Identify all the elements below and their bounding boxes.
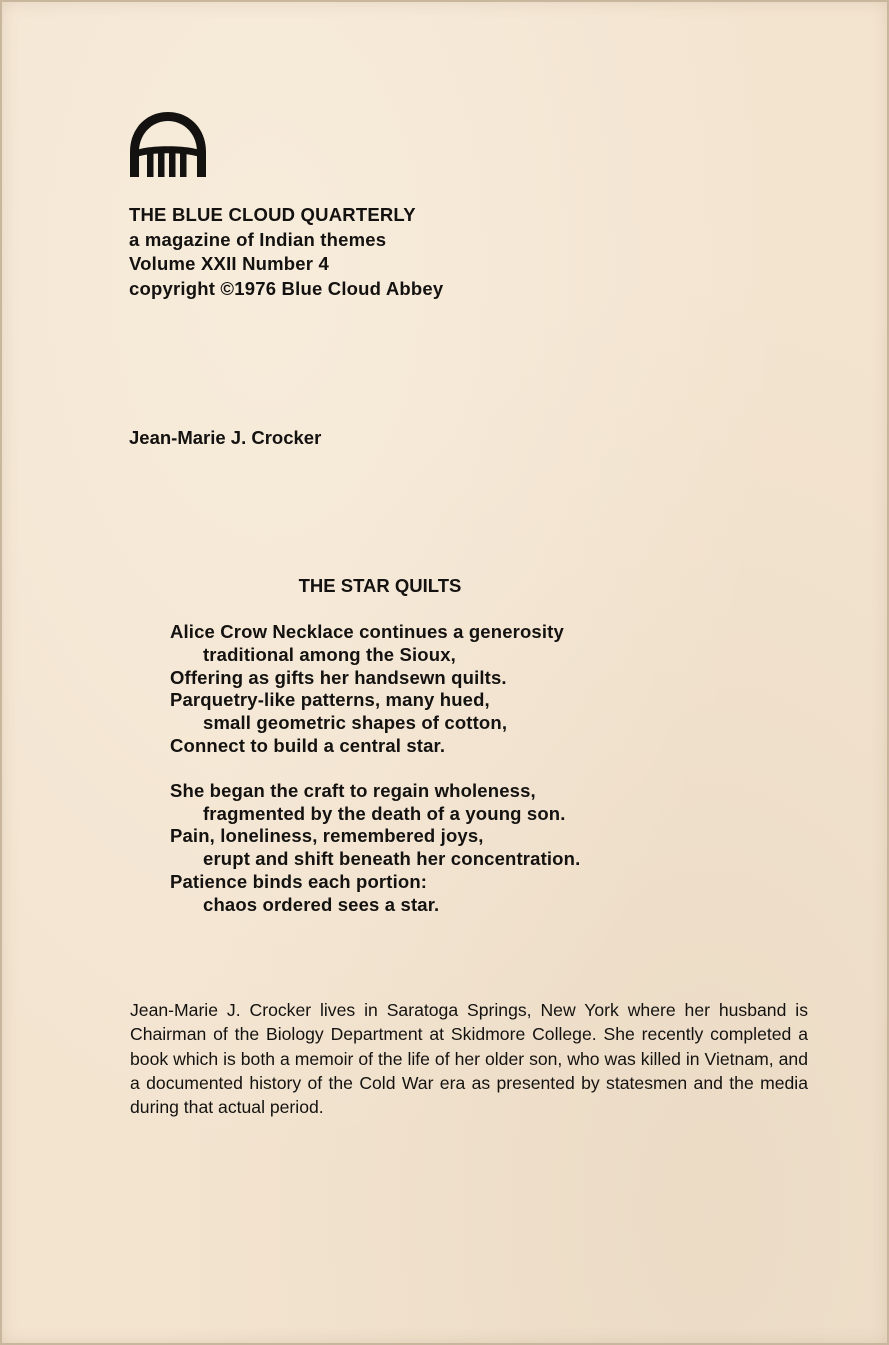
poem-line: chaos ordered sees a star. [203, 893, 440, 915]
poem-line: She began the craft to regain wholeness, [170, 779, 536, 801]
volume-number: Volume XXII Number 4 [129, 253, 330, 274]
poem-line: fragmented by the death of a young son. [203, 802, 566, 824]
poem-line: Parquetry-like patterns, many hued, [170, 689, 490, 711]
stanza-gap [170, 758, 580, 780]
poem-line: traditional among the Sioux, [203, 643, 456, 665]
masthead [129, 203, 443, 301]
magazine-title: THE BLUE CLOUD QUARTERLY [129, 204, 416, 225]
copyright-notice: copyright ©1976 Blue Cloud Abbey [129, 277, 444, 299]
poem-line: small geometric shapes of cotton, [203, 712, 508, 734]
blue-cloud-abbey-arch-icon [127, 110, 209, 180]
poem-line: Patience binds each portion: [170, 870, 428, 892]
poem-line: Offering as gifts her handsewn quilts. [170, 666, 507, 688]
poem-line: erupt and shift beneath her concentration. [203, 848, 581, 870]
poem-line: Alice Crow Necklace continues a generosity [170, 621, 564, 642]
author-name: Jean-Marie J. Crocker [129, 427, 322, 448]
poem-title: THE STAR QUILTS [298, 575, 462, 596]
poem-line: Pain, loneliness, remembered joys, [170, 825, 484, 847]
poem-line: Connect to build a central star. [170, 734, 446, 756]
author-bio: Jean-Marie J. Crocker lives in Saratoga Springs, New York where her husband is Chairman of the Biology Department at Skidmore College. She recently completed a book which is both a memoir of the life of her older son, who was killed in Vietnam, and a documented history of the Cold War era as presented by statesmen and the media during that actual period. [130, 1000, 808, 1118]
poem-body [170, 621, 580, 917]
magazine-subtitle: a magazine of Indian themes [129, 228, 387, 250]
